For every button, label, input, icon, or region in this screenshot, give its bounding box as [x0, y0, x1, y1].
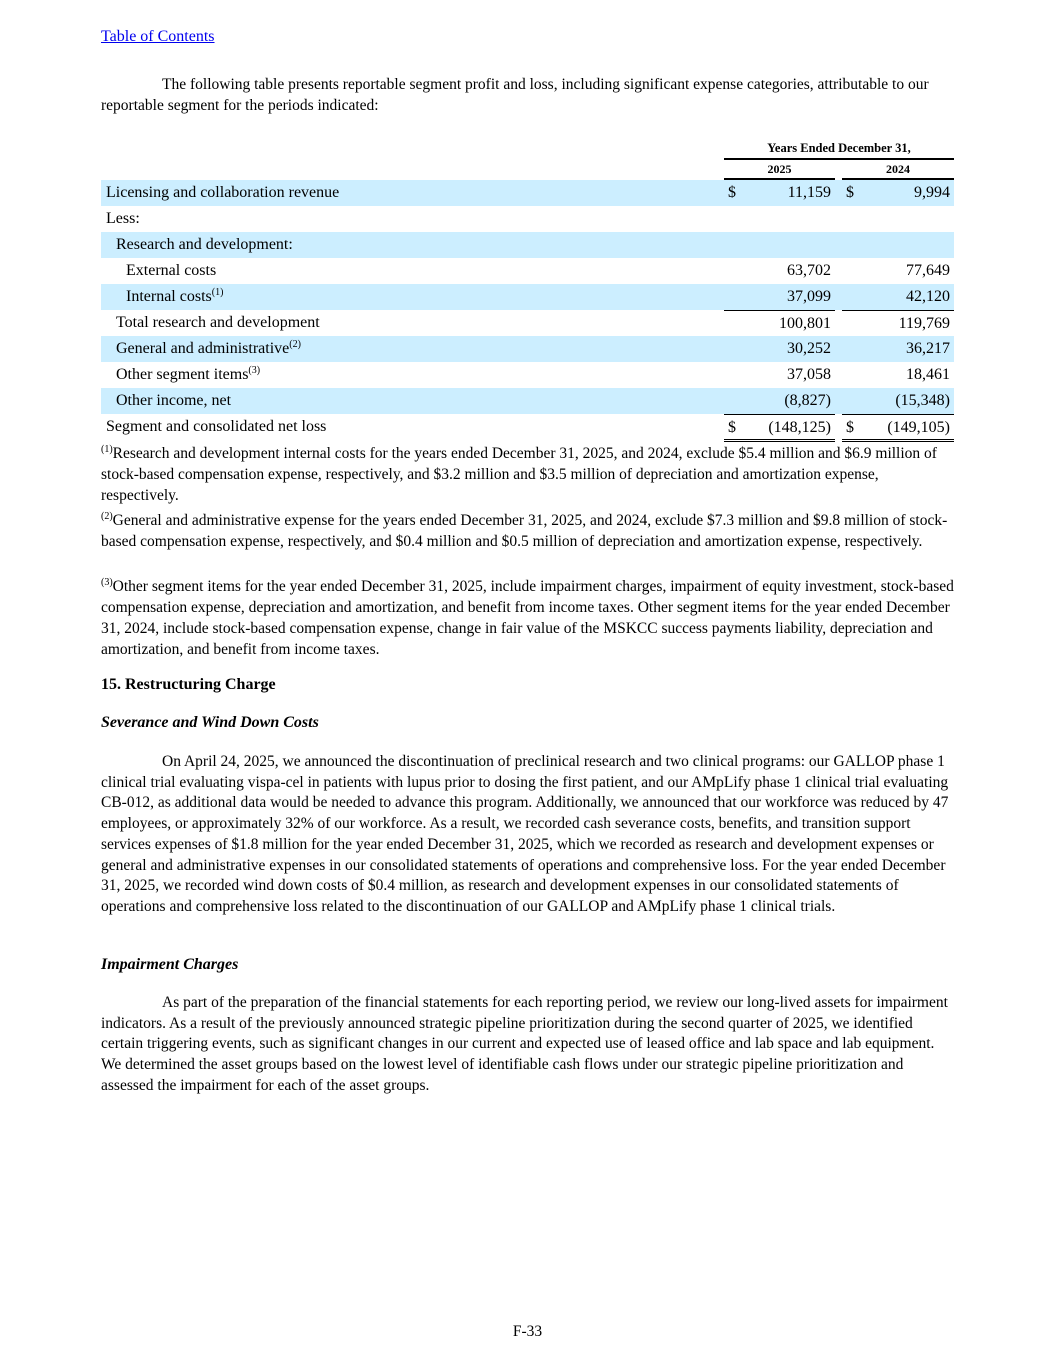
value-2025: 37,058 — [787, 366, 831, 383]
intro-paragraph: The following table presents reportable segment profit and loss, including significant expense categories, attributable to our reportable segment for the periods indicated: — [101, 76, 929, 114]
section-title: 15. Restructuring Charge — [101, 676, 276, 693]
value-2024: (149,105) — [887, 419, 950, 436]
value-2025: 11,159 — [787, 184, 831, 201]
value-2025: 63,702 — [787, 262, 831, 279]
currency-symbol: $ — [728, 419, 736, 436]
footnote-1: $^{(1)}$Research and development internal costs for the years ended December 31, 2025, and 2024, exclude $5.4 million and $6.9 million of stock-based compensation expense, respectively, and $3.2 million and $3.5 million of depreciation and amortization expense, respectively. — [101, 444, 937, 504]
row-label: Other income, net — [116, 392, 232, 409]
table-row — [101, 388, 954, 414]
value-2024: 9,994 — [914, 184, 950, 201]
currency-symbol: $ — [846, 419, 854, 436]
table-row — [101, 206, 954, 232]
footnote-3: $^{(3)}$Other segment items for the year ended December 31, 2025, include impairment charges, impairment of equity investment, stock-based compensation expense, depreciation and amortization, and benefit from income taxes. Other segment items for the year ended December 31, 2024, include stock-based compensation expense, change in fair value of the MSKCC success payments liability, depreciation and amortization, and benefit from income taxes. — [101, 577, 954, 658]
column-header-2024: 2024 — [842, 160, 954, 180]
row-label: Other segment items$^{(3)}$ — [116, 365, 261, 383]
impairment-paragraph: As part of the preparation of the financial statements for each reporting period, we review our long-lived assets for impairment indicators. As a result of the previously announced strategic pipeline prioritization during the second quarter of 2025, we identified certain triggering events, such as significant changes in our current and expected use of leased office and lab space and lab equipment. We determined the asset groups based on the lowest level of identifiable cash flows under our strategic pipeline prioritization and assessed the impairment for each of the asset groups. — [101, 994, 948, 1094]
value-2025: 100,801 — [779, 315, 831, 332]
row-label: Total research and development — [116, 314, 320, 331]
row-label: Less: — [106, 210, 140, 227]
table-row — [101, 232, 954, 258]
footnote-ref: (1) — [211, 287, 224, 298]
value-2025: 30,252 — [787, 340, 831, 357]
currency-symbol: $ — [728, 184, 736, 201]
value-2024: 119,769 — [898, 315, 950, 332]
currency-symbol: $ — [846, 184, 854, 201]
row-label: Licensing and collaboration revenue — [106, 184, 340, 201]
table-of-contents-link[interactable]: Table of Contents — [101, 28, 215, 45]
column-header-2025: 2025 — [724, 160, 835, 180]
footnote-2: $^{(2)}$General and administrative expense for the years ended December 31, 2025, and 2024, exclude $7.3 million and $9.8 million of stock-based compensation expense, respectively, and $0.4 million and $0.5 million of depreciation and amortization expense, respectively. — [101, 511, 948, 550]
value-2024: (15,348) — [895, 392, 950, 409]
value-2024: 18,461 — [906, 366, 950, 383]
period-header: Years Ended December 31, — [724, 138, 954, 160]
severance-paragraph: On April 24, 2025, we announced the discontinuation of preclinical research and two clinical programs: our GALLOP phase 1 clinical trial evaluating vispa-cel in patients with lupus prior to dosing the first patient, and our AMpLify phase 1 clinical trial evaluating CB-012, as additional data would be needed to advance this program. Additionally, we announced that our workforce was reduced by 47 employees, or approximately 32% of our workforce. As a result, we recorded cash severance costs, benefits, and transition support services expenses of $1.8 million for the year ended December 31, 2025, which we recorded as research and development expenses or general and administrative expenses in our consolidated statements of operations and comprehensive loss. For the year ended December 31, 2025, we recorded wind down costs of $0.4 million, as research and development expenses in our consolidated statements of operations and comprehensive loss related to the discontinuation of our GALLOP and AMpLify phase 1 clinical trials. — [101, 753, 949, 915]
value-2025: (148,125) — [768, 419, 831, 436]
table-row — [101, 310, 954, 336]
subsection-title-severance: Severance and Wind Down Costs — [101, 714, 319, 731]
value-2024: 42,120 — [906, 288, 950, 305]
row-label: Internal costs$^{(1)}$ — [126, 287, 224, 305]
row-label: General and administrative$^{(2)}$ — [116, 339, 301, 357]
row-label: Research and development: — [116, 236, 293, 253]
table-row — [101, 180, 954, 206]
footnote-ref: (2) — [289, 339, 301, 350]
table-row — [101, 258, 954, 284]
value-2025: (8,827) — [784, 392, 831, 409]
table-row — [101, 414, 954, 440]
value-2025: 37,099 — [787, 288, 831, 305]
row-label: Segment and consolidated net loss — [106, 418, 327, 435]
table-row — [101, 284, 954, 310]
value-2024: 77,649 — [906, 262, 950, 279]
row-label: External costs — [126, 262, 217, 279]
table-row — [101, 336, 954, 362]
footnote-ref: (3) — [248, 365, 261, 376]
page-number: F-33 — [512, 1323, 543, 1340]
value-2024: 36,217 — [906, 340, 950, 357]
subsection-title-impairment: Impairment Charges — [101, 956, 239, 973]
table-row — [101, 362, 954, 388]
